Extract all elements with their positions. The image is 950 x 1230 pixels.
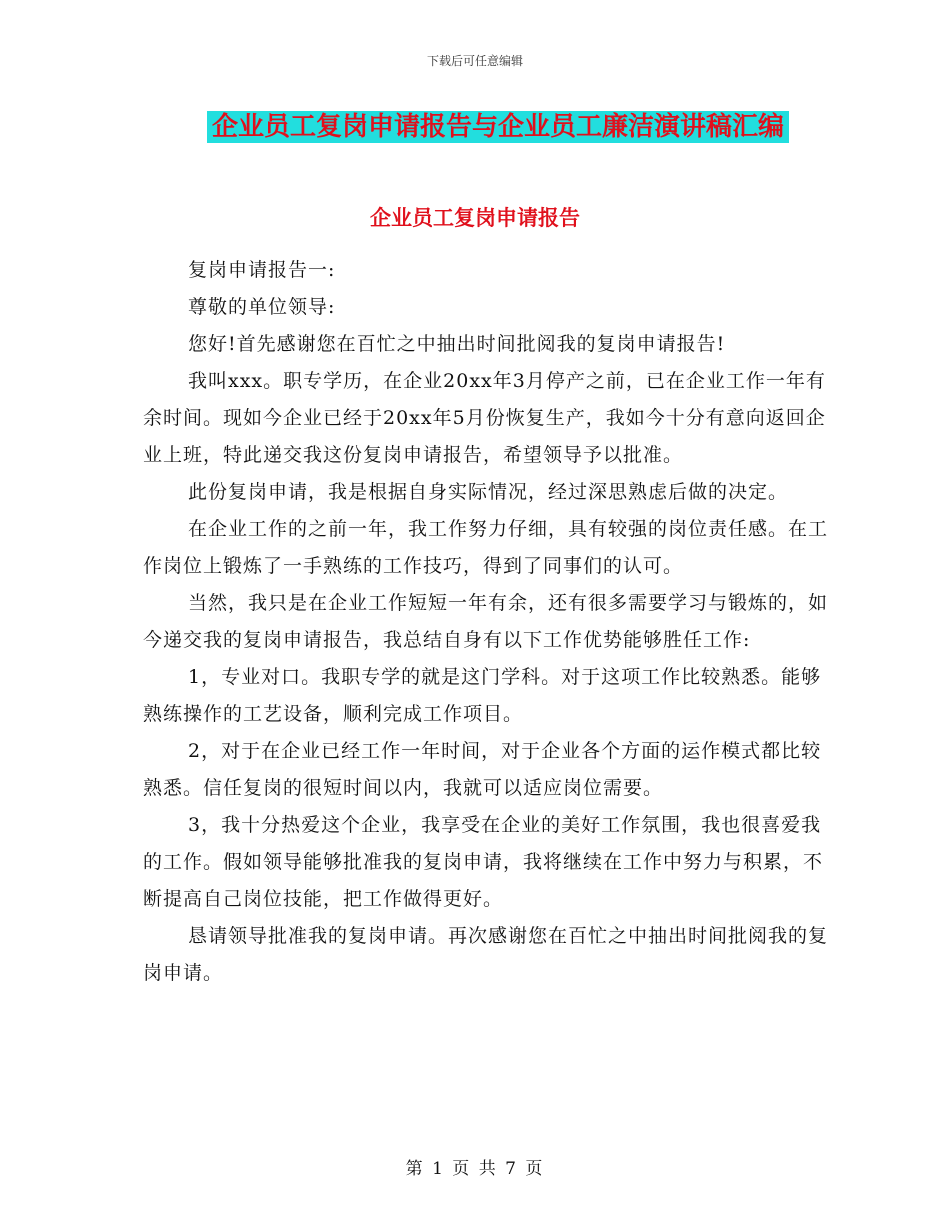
paragraph: 我叫xxx。职专学历，在企业20xx年3月停产之前，已在企业工作一年有余时间。现如今企业已经于20xx年5月份恢复生产，我如今十分有意向返回企业上班，特此递交我这份复岗申请报告，希望领导予以批准。 bbox=[143, 370, 826, 466]
document-title: 企业员工复岗申请报告与企业员工廉洁演讲稿汇编 bbox=[207, 111, 789, 143]
paragraph: 您好!首先感谢您在百忙之中抽出时间批阅我的复岗申请报告! bbox=[188, 333, 726, 355]
paragraph: 当然，我只是在企业工作短短一年有余，还有很多需要学习与锻炼的，如今递交我的复岗申请报告，我总结自身有以下工作优势能够胜任工作: bbox=[143, 592, 829, 651]
paragraph: 3，我十分热爱这个企业，我享受在企业的美好工作氛围，我也很喜爱我的工作。假如领导能够批准我的复岗申请，我将继续在工作中努力与积累，不断提高自己岗位技能，把工作做得更好。 bbox=[143, 814, 824, 910]
paragraph: 此份复岗申请，我是根据自身实际情况，经过深思熟虑后做的决定。 bbox=[188, 481, 789, 503]
section-title: 企业员工复岗申请报告 bbox=[370, 206, 580, 230]
paragraph: 在企业工作的之前一年，我工作努力仔细，具有较强的岗位责任感。在工作岗位上锻炼了一手熟练的工作技巧，得到了同事们的认可。 bbox=[143, 518, 829, 577]
paragraph: 尊敬的单位领导: bbox=[188, 296, 336, 318]
paragraph: 复岗申请报告一: bbox=[188, 259, 336, 281]
paragraph: 恳请领导批准我的复岗申请。再次感谢您在百忙之中抽出时间批阅我的复岗申请。 bbox=[143, 925, 829, 984]
paragraph: 2，对于在企业已经工作一年时间，对于企业各个方面的运作模式都比较熟悉。信任复岗的很短时间以内，我就可以适应岗位需要。 bbox=[143, 740, 822, 799]
page-number: 第 1 页 共 7 页 bbox=[405, 1159, 545, 1179]
document-body bbox=[143, 252, 833, 992]
paragraph: 1，专业对口。我职专学的就是这门学科。对于这项工作比较熟悉。能够熟练操作的工艺设备，顺利完成工作项目。 bbox=[143, 666, 822, 725]
header-note: 下载后可任意编辑 bbox=[426, 54, 523, 68]
